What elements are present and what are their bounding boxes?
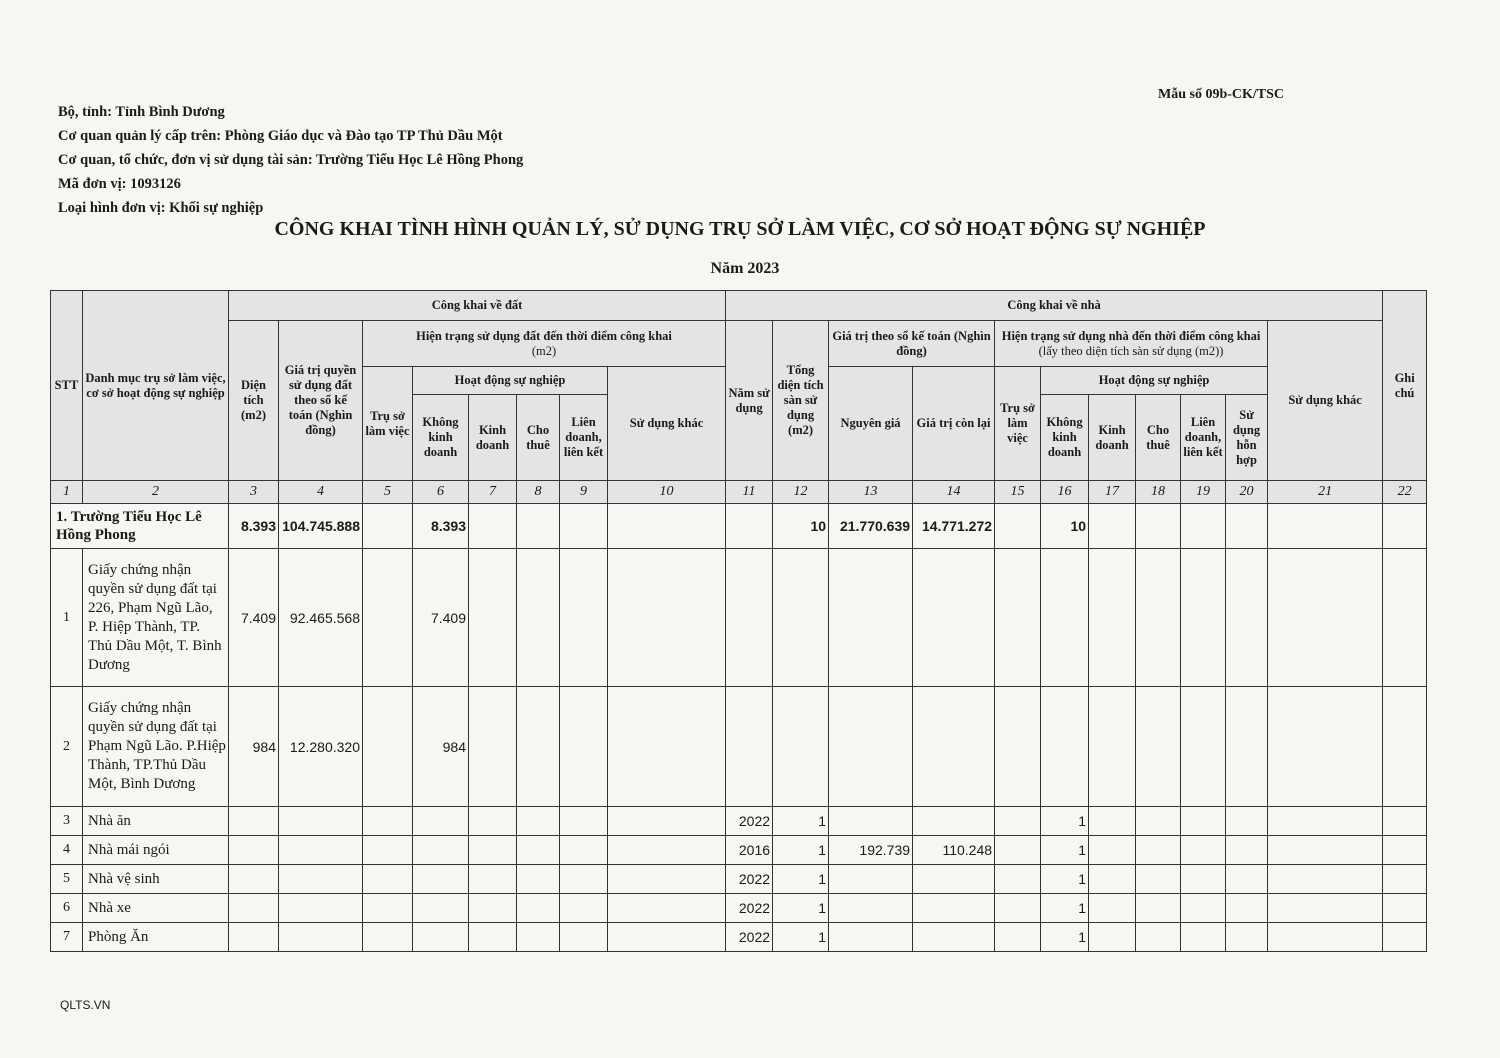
col-index: 18 [1136, 481, 1181, 504]
row-year [726, 687, 773, 807]
col-index: 17 [1089, 481, 1136, 504]
col-index: 11 [726, 481, 773, 504]
table-row [51, 923, 1427, 952]
row-area [229, 836, 279, 865]
row-remaining [913, 865, 995, 894]
table-row [51, 894, 1427, 923]
header-name: Danh mục trụ sở làm việc, cơ sở hoạt động sự nghiệp [83, 291, 229, 481]
group-non-business: 8.393 [413, 504, 469, 549]
col-index: 20 [1226, 481, 1268, 504]
row-stt: 1 [51, 549, 83, 687]
header-land-career: Hoạt động sự nghiệp [413, 367, 608, 395]
row-year [726, 549, 773, 687]
row-original [829, 865, 913, 894]
row-stt: 2 [51, 687, 83, 807]
row-name: Nhà ăn [83, 807, 229, 836]
col-index: 12 [773, 481, 829, 504]
header-original: Nguyên giá [829, 367, 913, 481]
row-year: 2022 [726, 807, 773, 836]
header-house-joint: Liên doanh, liên kết [1181, 395, 1226, 481]
col-index: 15 [995, 481, 1041, 504]
col-index: 14 [913, 481, 995, 504]
header-land-non-business: Không kinh doanh [413, 395, 469, 481]
row-area [229, 865, 279, 894]
unit-type-line: Loại hình đơn vị: Khối sự nghiệp [58, 200, 264, 216]
row-remaining [913, 807, 995, 836]
col-index: 2 [83, 481, 229, 504]
row-name: Phòng Ăn [83, 923, 229, 952]
row-name: Nhà xe [83, 894, 229, 923]
row-non-business: 7.409 [413, 549, 469, 687]
row-stt: 3 [51, 807, 83, 836]
row-floor: 1 [773, 894, 829, 923]
col-index: 1 [51, 481, 83, 504]
row-original [829, 923, 913, 952]
col-index: 19 [1181, 481, 1226, 504]
header-book-value: Giá trị theo sổ kế toán (Nghìn đồng) [829, 321, 995, 367]
row-stt: 7 [51, 923, 83, 952]
row-floor: 1 [773, 865, 829, 894]
col-index: 3 [229, 481, 279, 504]
header-house-mixed: Sử dụng hỗn hợp [1226, 395, 1268, 481]
table-row [51, 865, 1427, 894]
row-area [229, 807, 279, 836]
row-land-value [279, 865, 363, 894]
superior-line: Cơ quan quản lý cấp trên: Phòng Giáo dục và Đào tạo TP Thủ Dầu Một [58, 128, 503, 144]
header-land-other: Sử dụng khác [608, 367, 726, 481]
row-house-non-business [1041, 687, 1089, 807]
col-index: 9 [560, 481, 608, 504]
row-year: 2016 [726, 836, 773, 865]
row-year: 2022 [726, 865, 773, 894]
col-index: 22 [1383, 481, 1427, 504]
footer-source: QLTS.VN [60, 998, 111, 1012]
header-land-office: Trụ sở làm việc [363, 367, 413, 481]
row-house-non-business: 1 [1041, 836, 1089, 865]
col-index: 21 [1268, 481, 1383, 504]
unit-code-line: Mã đơn vị: 1093126 [58, 176, 181, 192]
row-floor [773, 549, 829, 687]
group-total-floor: 10 [773, 504, 829, 549]
report-year: Năm 2023 [710, 260, 780, 277]
column-index-row [51, 481, 1427, 504]
header-year-use: Năm sử dụng [726, 321, 773, 481]
header-house-office: Trụ sở làm việc [995, 367, 1041, 481]
row-remaining [913, 894, 995, 923]
row-original [829, 549, 913, 687]
row-area: 984 [229, 687, 279, 807]
col-index: 7 [469, 481, 517, 504]
group-land-value: 104.745.888 [279, 504, 363, 549]
header-land-area: Diện tích (m2) [229, 321, 279, 481]
header-house-non-business: Không kinh doanh [1041, 395, 1089, 481]
group-house-non-business: 10 [1041, 504, 1089, 549]
table-row [51, 836, 1427, 865]
row-name: Giấy chứng nhận quyền sử dụng đất tại Phạm Ngũ Lão. P.Hiệp Thành, TP.Thủ Dầu Một, Bình Dương [83, 687, 229, 807]
land-status-label: Hiện trạng sử dụng đất đến thời điểm công khai [416, 328, 672, 343]
row-house-non-business: 1 [1041, 807, 1089, 836]
header-remaining: Giá trị còn lại [913, 367, 995, 481]
header-land-value: Giá trị quyền sử dụng đất theo sổ kế toán (Nghìn đồng) [279, 321, 363, 481]
col-index: 10 [608, 481, 726, 504]
row-remaining [913, 549, 995, 687]
row-house-non-business: 1 [1041, 923, 1089, 952]
header-land-status [363, 321, 726, 367]
row-remaining: 110.248 [913, 836, 995, 865]
group-name: 1. Trường Tiểu Học Lê Hồng Phong [51, 504, 229, 549]
row-house-non-business [1041, 549, 1089, 687]
ministry-line: Bộ, tỉnh: Tỉnh Bình Dương [58, 104, 225, 120]
row-house-non-business: 1 [1041, 865, 1089, 894]
row-original [829, 807, 913, 836]
col-index: 8 [517, 481, 560, 504]
asset-table [50, 290, 1427, 952]
page-title: CÔNG KHAI TÌNH HÌNH QUẢN LÝ, SỬ DỤNG TRỤ SỞ LÀM VIỆC, CƠ SỞ HOẠT ĐỘNG SỰ NGHIỆP [274, 218, 1206, 240]
header-note: Ghi chú [1383, 291, 1427, 481]
unit-info [58, 100, 523, 220]
header-land-business: Kinh doanh [469, 395, 517, 481]
row-original [829, 687, 913, 807]
row-non-business [413, 807, 469, 836]
row-non-business [413, 894, 469, 923]
row-non-business [413, 836, 469, 865]
row-floor: 1 [773, 807, 829, 836]
unit-line: Cơ quan, tổ chức, đơn vị sử dụng tài sản: Trường Tiểu Học Lê Hồng Phong [58, 152, 524, 168]
header-house-status [995, 321, 1268, 367]
row-area: 7.409 [229, 549, 279, 687]
land-status-unit: (m2) [531, 343, 557, 358]
row-floor: 1 [773, 923, 829, 952]
row-stt: 6 [51, 894, 83, 923]
row-original [829, 894, 913, 923]
row-land-value: 12.280.320 [279, 687, 363, 807]
group-row [51, 504, 1427, 549]
row-year: 2022 [726, 923, 773, 952]
row-land-value [279, 894, 363, 923]
table-row [51, 687, 1427, 807]
header-house-other: Sử dụng khác [1268, 321, 1383, 481]
row-house-non-business: 1 [1041, 894, 1089, 923]
row-year: 2022 [726, 894, 773, 923]
row-stt: 4 [51, 836, 83, 865]
header-land-joint: Liên doanh, liên kết [560, 395, 608, 481]
group-original-value: 21.770.639 [829, 504, 913, 549]
row-name: Nhà vệ sinh [83, 865, 229, 894]
row-remaining [913, 923, 995, 952]
row-non-business [413, 923, 469, 952]
row-floor: 1 [773, 836, 829, 865]
header-total-floor: Tổng diện tích sàn sử dụng (m2) [773, 321, 829, 481]
house-status-label: Hiện trạng sử dụng nhà đến thời điểm công khai [1001, 328, 1261, 343]
header-house-business: Kinh doanh [1089, 395, 1136, 481]
row-non-business [413, 865, 469, 894]
form-code: Mẫu số 09b-CK/TSC [1158, 87, 1285, 102]
row-land-value [279, 923, 363, 952]
row-land-value [279, 807, 363, 836]
house-status-note: (lấy theo diện tích sàn sử dụng (m2)) [1038, 343, 1224, 358]
col-index: 5 [363, 481, 413, 504]
col-index: 4 [279, 481, 363, 504]
col-index: 13 [829, 481, 913, 504]
row-area [229, 894, 279, 923]
col-index: 6 [413, 481, 469, 504]
header-land-group: Công khai về đất [229, 291, 726, 321]
row-land-value: 92.465.568 [279, 549, 363, 687]
table-row [51, 549, 1427, 687]
row-remaining [913, 687, 995, 807]
row-area [229, 923, 279, 952]
row-original: 192.739 [829, 836, 913, 865]
row-name: Nhà mái ngói [83, 836, 229, 865]
col-index: 16 [1041, 481, 1089, 504]
row-stt: 5 [51, 865, 83, 894]
row-non-business: 984 [413, 687, 469, 807]
row-floor [773, 687, 829, 807]
group-remaining-value: 14.771.272 [913, 504, 995, 549]
row-land-value [279, 836, 363, 865]
table-row [51, 807, 1427, 836]
header-land-rent: Cho thuê [517, 395, 560, 481]
header-house-career: Hoạt động sự nghiệp [1041, 367, 1268, 395]
group-area: 8.393 [229, 504, 279, 549]
header-house-rent: Cho thuê [1136, 395, 1181, 481]
header-stt: STT [51, 291, 83, 481]
row-name: Giấy chứng nhận quyền sử dụng đất tại 226, Phạm Ngũ Lão, P. Hiệp Thành, TP. Thủ Dầu Một, T. Bình Dương [83, 549, 229, 687]
header-house-group: Công khai về nhà [726, 291, 1383, 321]
